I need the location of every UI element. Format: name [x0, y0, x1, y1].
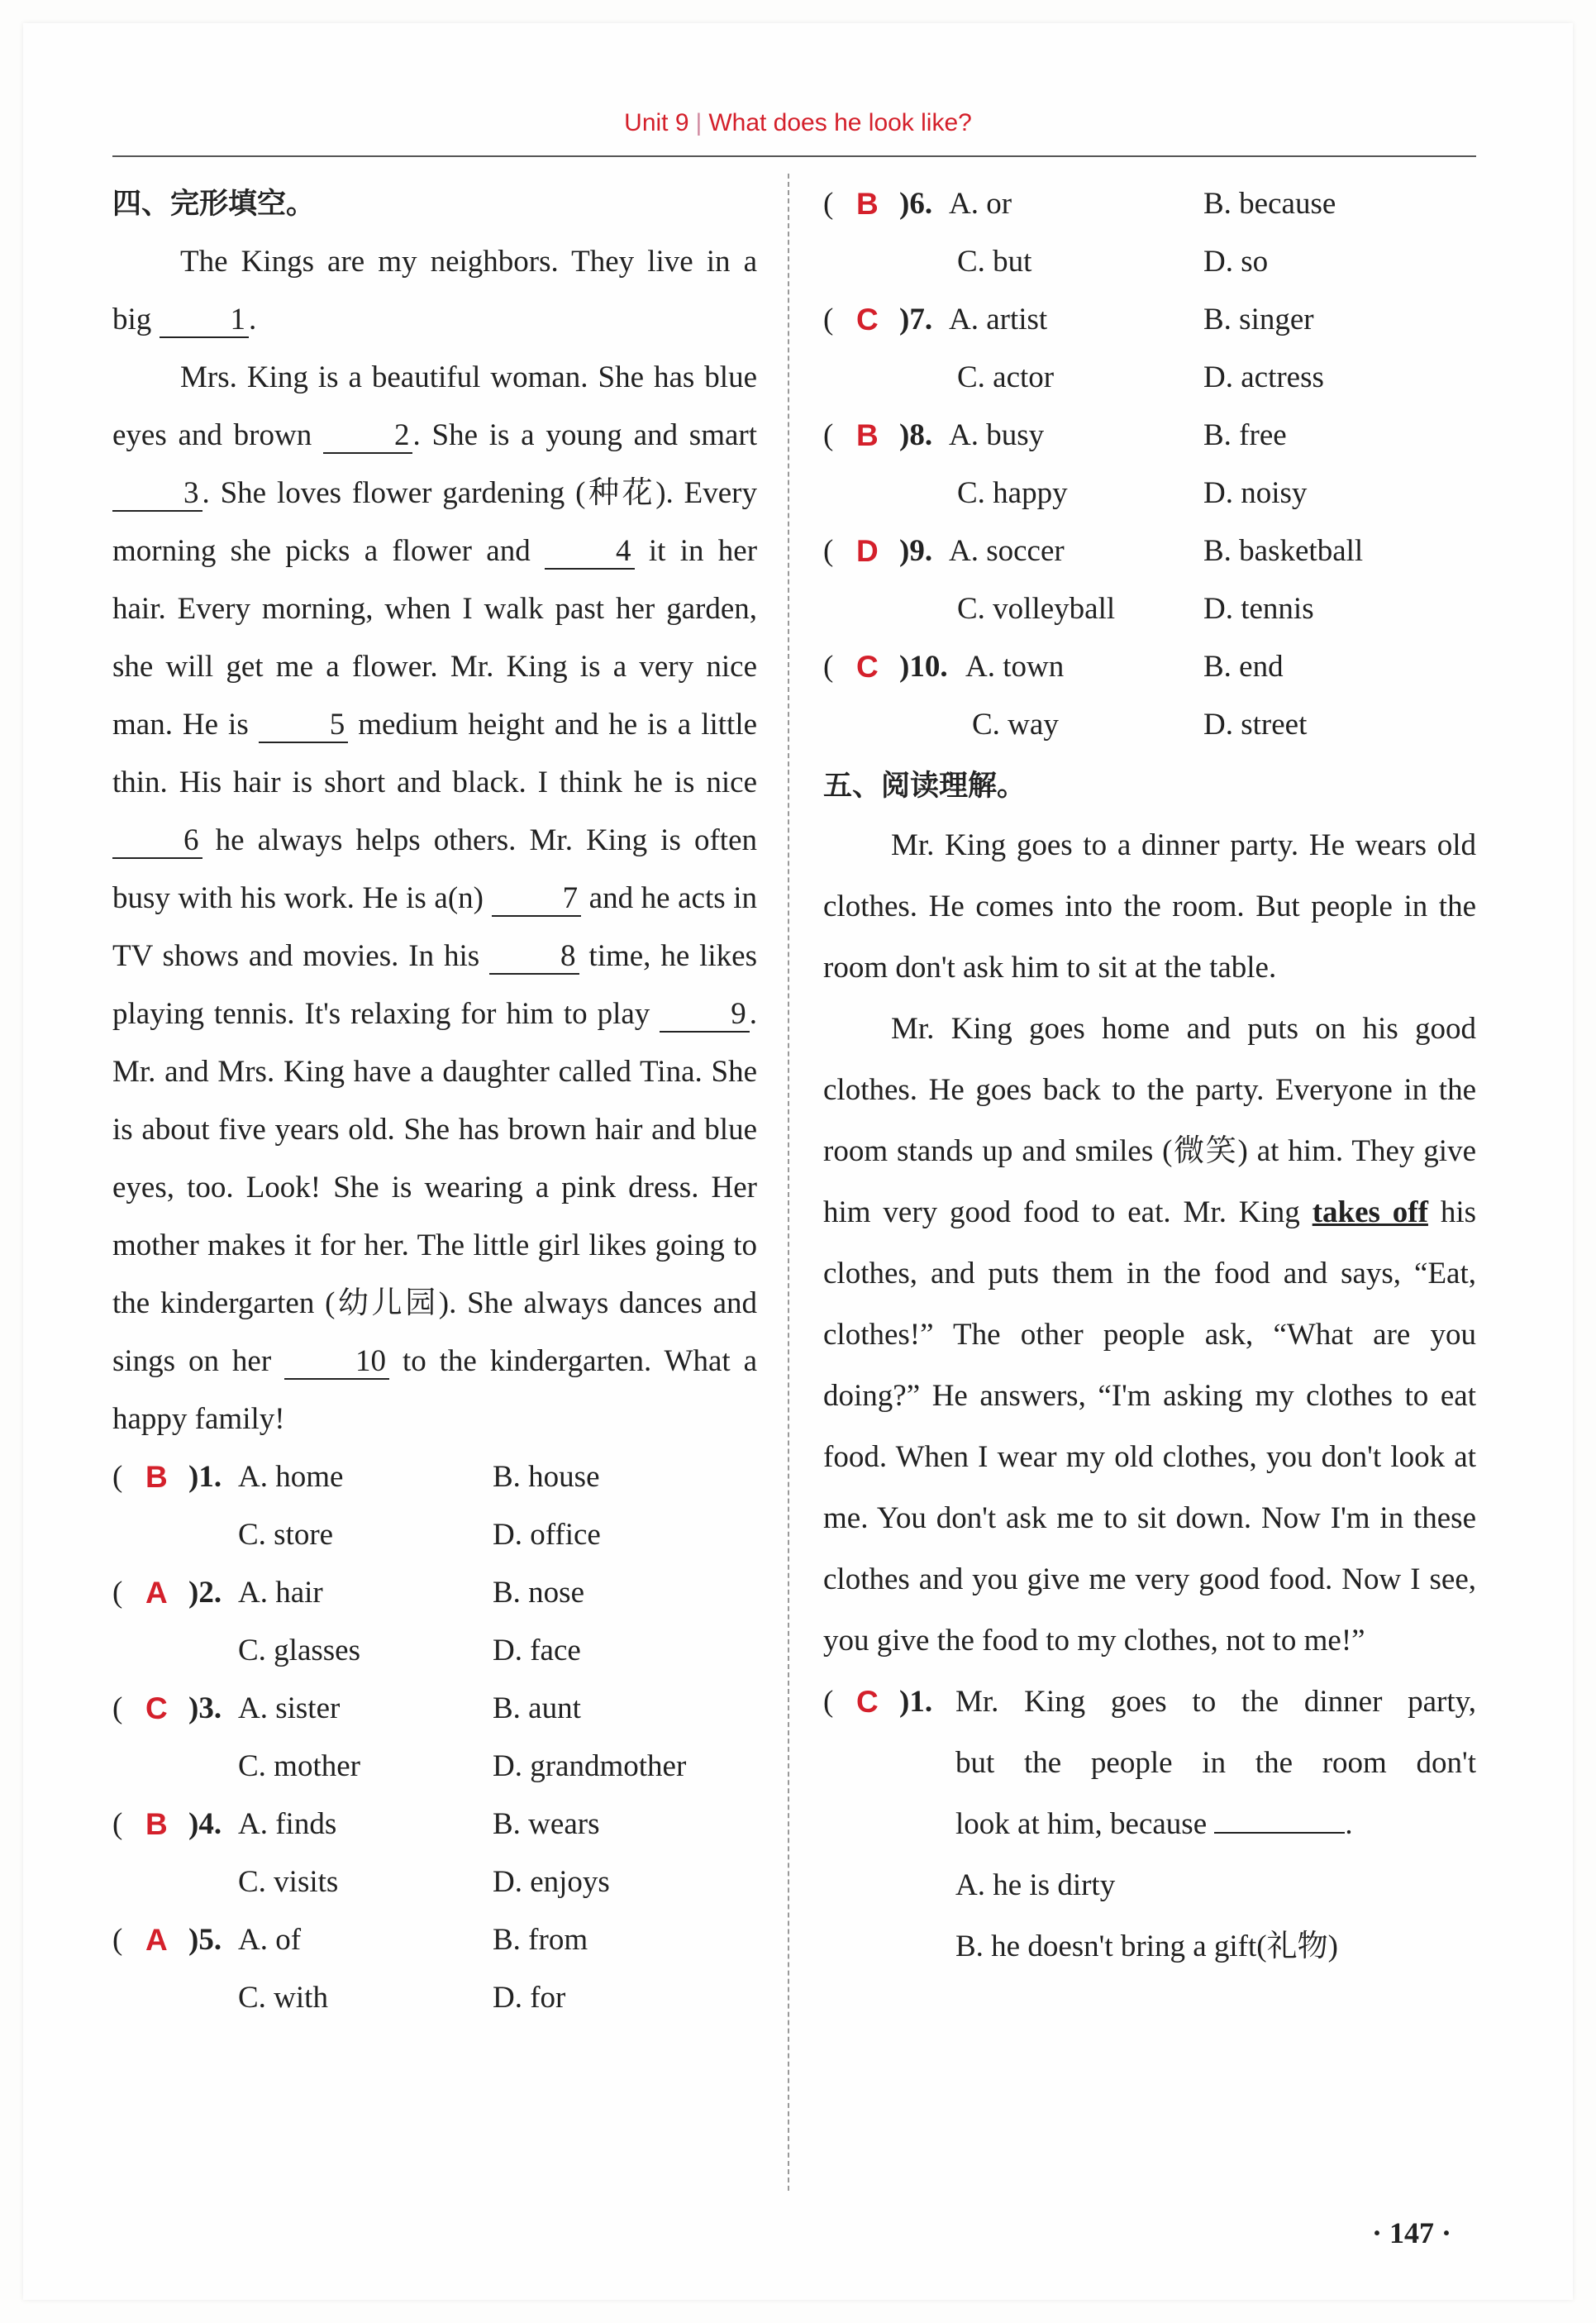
question-1-options-cd: C. store D. office — [238, 1518, 601, 1552]
question-9-options-cd: C. volleyball D. tennis — [957, 592, 1314, 626]
question-7: ( C )7. A. artist B. singer — [823, 291, 1476, 349]
blank-6: 6 — [112, 824, 202, 859]
running-header: Unit 9 | What does he look like? — [624, 109, 972, 136]
question-8: ( B )8. A. busy B. free — [823, 407, 1476, 465]
right-column — [823, 175, 1476, 1977]
blank-4: 4 — [545, 535, 635, 570]
blank-8: 8 — [489, 940, 579, 975]
column-divider — [788, 174, 789, 2191]
question-2: ( A )2. A. hair B. nose — [112, 1564, 757, 1622]
question-8-options-cd: C. happy D. noisy — [957, 476, 1308, 510]
page-number: · 147 · — [1372, 2216, 1452, 2249]
section4-heading: 四、完形填空。 — [112, 188, 316, 221]
reading-paragraph-2: Mr. King goes home and puts on his good clothes. He goes back to the party. Everyone in the room stands up and smiles (微笑) at him. They give him very good food to eat. Mr. King takes off his clothes, and puts them in the food and says, “Eat, clothes!” The other people ask, “What are you doing?” He answers, “I'm asking my clothes to eat food. When I wear my old clothes, you don't look at me. You don't ask me to sit down. Now I'm in these clothes and you give me very good food. Now I see, you give the food to my clothes, not to me!” — [823, 1012, 1476, 1658]
answer-2: A — [145, 1576, 168, 1610]
header-rule — [112, 155, 1476, 157]
question-9: ( D )9. A. soccer B. basketball — [823, 522, 1476, 580]
blank-1: 1 — [160, 303, 250, 338]
answer-4: B — [145, 1807, 168, 1841]
reading-answer-1: C — [856, 1685, 879, 1719]
question-3-options-cd: C. mother D. grandmother — [238, 1749, 687, 1783]
question-6: ( B )6. A. or B. because — [823, 175, 1476, 233]
answer-8: B — [856, 418, 879, 452]
question-1: ( B )1. A. home B. house — [112, 1448, 757, 1506]
answer-1: B — [145, 1460, 168, 1494]
question-2-options-cd: C. glasses D. face — [238, 1634, 581, 1667]
cloze-questions-1-5 — [112, 1448, 757, 2027]
cloze-paragraph-1: The Kings are my neighbors. They live in a big 1 . — [112, 245, 757, 336]
answer-3: C — [145, 1691, 168, 1725]
answer-10: C — [856, 650, 879, 684]
reading-question-1: ( C )1. Mr. King goes to the dinner party, but the people in the room don't look at him, because . A. he is dirty B. he doesn't bring a gift(礼物) — [823, 1672, 1476, 1977]
blank-9: 9 — [660, 998, 750, 1033]
unit-title: What does he look like? — [708, 109, 972, 136]
question-3: ( C )3. A. sister B. aunt — [112, 1680, 757, 1738]
left-column — [112, 175, 757, 2027]
reading-option-b: B. he doesn't bring a gift(礼物) — [955, 1929, 1338, 1963]
question-4-options-cd: C. visits D. enjoys — [238, 1865, 610, 1899]
question-10-options-cd: C. way D. street — [972, 708, 1308, 742]
reading-paragraph-1: Mr. King goes to a dinner party. He wears old clothes. He comes into the room. But people in the room don't ask him to sit at the table. — [823, 828, 1476, 985]
answer-7: C — [856, 303, 879, 336]
question-5: ( A )5. A. of B. from — [112, 1911, 757, 1969]
blank-10: 10 — [284, 1345, 389, 1380]
answer-6: B — [856, 187, 879, 221]
answer-5: A — [145, 1923, 168, 1957]
question-6-options-cd: C. but D. so — [957, 245, 1269, 279]
keyword-takes-off: takes off — [1312, 1195, 1428, 1229]
cloze-questions-6-10 — [823, 175, 1476, 754]
cloze-paragraph-2: Mrs. King is a beautiful woman. She has blue eyes and brown 2 . She is a young and smart 3 . She loves flower gardening (种花). Every morning she picks a flower and 4 it in her hair. Every morning, when I walk past her garden, she will get me a flower. Mr. King is a very nice man. He is 5 medium height and he is a little thin. His hair is short and black. I think he is nice 6 he always helps others. Mr. King is often busy with his work. He is a(n) 7 and he acts in TV shows and movies. In his 8 time, he likes playing tennis. It's relaxing for him to play 9 . Mr. and Mrs. King have a daughter called Tina. She is about five years old. She has brown hair and blue eyes, too. Look! She is wearing a pink dress. Her mother makes it for her. The little girl likes going to the kindergarten (幼儿园). She always dances and sings on her 10 to the kindergarten. What a happy family! — [112, 360, 758, 1436]
answer-9: D — [856, 534, 879, 568]
blank-5: 5 — [259, 708, 349, 743]
question-4: ( B )4. A. finds B. wears — [112, 1796, 757, 1853]
blank-3: 3 — [112, 477, 202, 512]
blank-2: 2 — [323, 419, 413, 454]
blank-7: 7 — [492, 882, 582, 917]
section5-heading: 五、阅读理解。 — [823, 770, 1027, 803]
reading-blank-1 — [1214, 1832, 1345, 1834]
question-5-options-cd: C. with D. for — [238, 1981, 566, 2015]
question-10: ( C )10. A. town B. end — [823, 638, 1476, 696]
reading-option-a: A. he is dirty — [955, 1868, 1116, 1902]
question-7-options-cd: C. actor D. actress — [957, 360, 1324, 394]
unit-label: Unit 9 — [624, 109, 689, 136]
